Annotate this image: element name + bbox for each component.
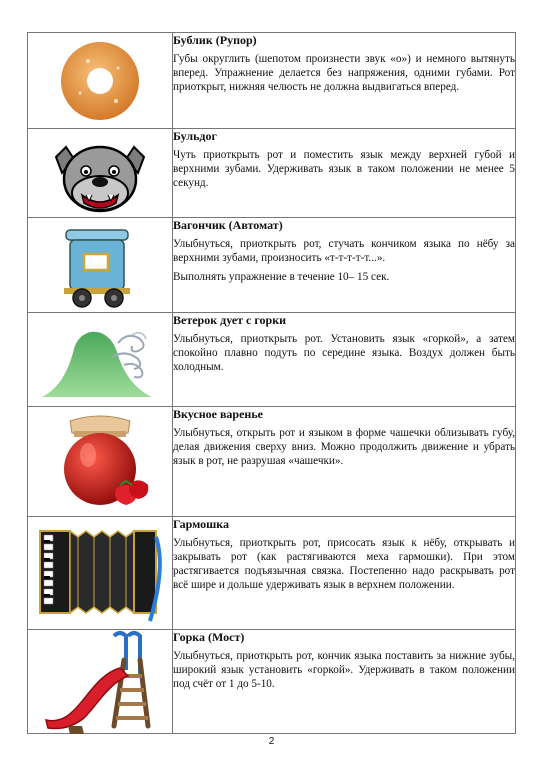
exercise-description: Улыбнуться, приоткрыть рот, кончик языка поставить за нижние зубы, широкий язык установить «горкой». Удерживать в таком положении под счёт от 1 до 5-10. [173,650,515,690]
exercise-title: Бублик (Рупор) [173,33,257,47]
exercise-text [173,33,516,129]
exercise-text [173,313,516,407]
page-number: 2 [268,736,275,747]
exercise-description: Улыбнуться, приоткрыть рот, стучать кончиком языка по нёбу за верхними зубами, произносить «т-т-т-т-т...». [173,238,515,264]
exercise-row [28,407,516,517]
accordion-icon [28,517,172,630]
exercise-row [28,218,516,313]
exercise-row [28,517,516,630]
exercise-description: Чуть приоткрыть рот и поместить язык между верхней губой и верхними зубами. Удерживать язык в таком положении не менее 5 секунд. [173,149,515,189]
exercise-title: Бульдог [173,129,217,143]
jam-jar-icon [28,407,172,517]
exercise-description: Улыбнуться, открыть рот и языком в форме чашечки облизывать губу, делая движения сверху вниз. Можно продолжить движение и убрать язык в рот, не разрушая «чашечки». [173,427,515,467]
exercise-description: Улыбнуться, приоткрыть рот. Установить язык «горкой», а затем спокойно плавно подуть по середине языка. Воздух должен быть холодным. [173,333,515,373]
exercise-text [173,129,516,218]
exercise-text [173,218,516,313]
wagon-icon [28,218,172,313]
exercise-row [28,129,516,218]
exercise-title: Вкусное варенье [173,407,264,421]
exercise-text [173,517,516,630]
exercise-row [28,313,516,407]
exercise-description: Губы округлить (шепотом произнести звук «о») и немного вытянуть вперед. Упражнение делается без напряжения, одними губами. Рот приоткрыт, нижняя челюсть не должна выдвигаться вперед. [173,53,515,93]
exercise-title: Горка (Мост) [173,630,245,644]
exercise-table [27,32,516,734]
exercise-description: Выполнять упражнение в течение 10– 15 сек. [173,271,390,283]
exercise-title: Гармошка [173,517,229,531]
exercise-text [173,407,516,517]
exercise-row [28,630,516,734]
exercise-description: Улыбнуться, приоткрыть рот, присосать язык к нёбу, открывать и закрывать рот (как растягиваются меха гармошки). При этом растягивается подъязычная связка. Постепенно надо раскрывать рот всё шире и дольше удерживать язык в верхнем положении. [173,537,515,591]
bulldog-icon [28,129,172,218]
donut-icon [28,33,172,129]
exercise-row [28,33,516,129]
exercise-title: Вагончик (Автомат) [173,218,283,232]
exercise-text [173,630,516,734]
windy-hill-icon [28,313,172,407]
slide-icon [28,630,172,734]
exercise-title: Ветерок дует с горки [173,313,287,327]
